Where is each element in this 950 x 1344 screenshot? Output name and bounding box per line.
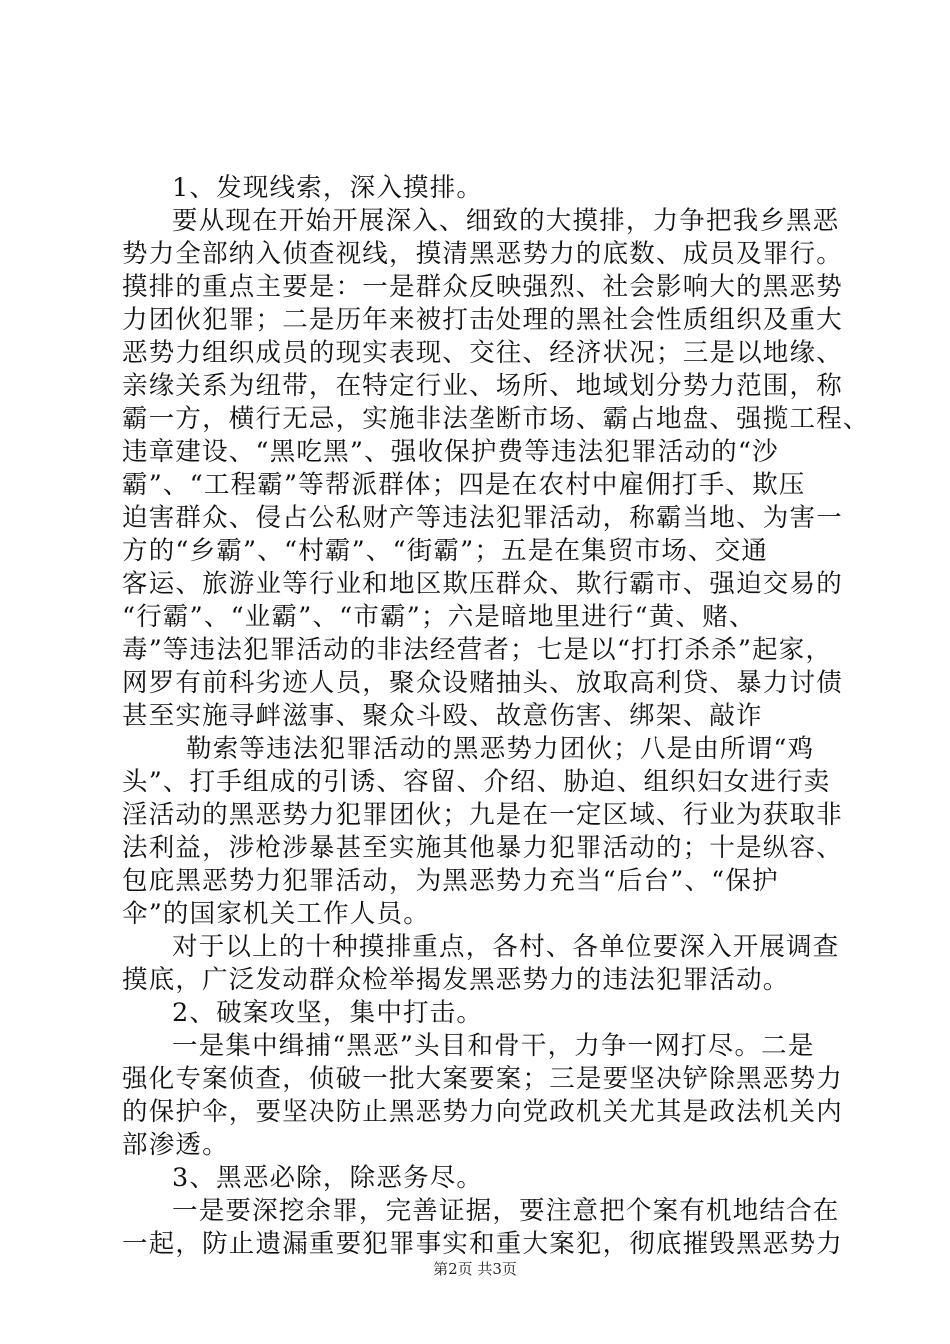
paragraph-line: 迫害群众、侵占公私财产等违法犯罪活动，称霸当地、为害一 [122, 503, 843, 533]
paragraph-line: 的保护伞，要坚决防止黑恶势力向党政机关尤其是政法机关内 [122, 1097, 843, 1127]
paragraph-line: 一起，防止遗漏重要犯罪事实和重大案犯，彻底摧毁黑恶势力 [122, 1229, 843, 1259]
heading-3: 3、黑恶必除，除恶务尽。 [172, 1163, 484, 1193]
heading-1: 1、发现线索，深入摸排。 [172, 173, 484, 203]
paragraph-line: 亲缘关系为纽带，在特定行业、场所、地域划分势力范围，称 [122, 371, 843, 401]
paragraph-line: 勒索等违法犯罪活动的黑恶势力团伙；八是由所谓“鸡 [186, 734, 815, 764]
paragraph-line: 一是要深挖余罪，完善证据，要注意把个案有机地结合在 [172, 1196, 840, 1226]
paragraph-line: 违章建设、“黑吃黑”、强收保护费等违法犯罪活动的“沙 [122, 437, 779, 467]
paragraph-line: 包庇黑恶势力犯罪活动，为黑恶势力充当“后台”、“保护 [122, 866, 779, 896]
paragraph-line: 霸一方，横行无忌，实施非法垄断市场、霸占地盘、强揽工程、 [122, 404, 870, 434]
heading-2: 2、破案攻坚，集中打击。 [172, 998, 484, 1028]
paragraph-line: 网罗有前科劣迹人员，聚众设赌抽头、放取高利贷、暴力讨债 [122, 668, 843, 698]
page-number-footer: 第2页 共3页 [433, 1260, 517, 1278]
paragraph-line: 一是集中缉捕“黑恶”头目和骨干，力争一网打尽。二是 [172, 1031, 815, 1061]
paragraph-line: 甚至实施寻衅滋事、聚众斗殴、故意伤害、绑架、敲诈 [122, 701, 763, 731]
paragraph-line: 摸排的重点主要是：一是群众反映强烈、社会影响大的黑恶势 [122, 272, 843, 302]
paragraph-line: 头”、打手组成的引诱、容留、介绍、胁迫、组织妇女进行卖 [122, 767, 831, 797]
paragraph-line: 恶势力组织成员的现实表现、交往、经济状况；三是以地缘、 [122, 338, 843, 368]
paragraph-line: 部渗透。 [122, 1130, 229, 1160]
paragraph-line: 摸底，广泛发动群众检举揭发黑恶势力的违法犯罪活动。 [122, 965, 790, 995]
paragraph-line: 力团伙犯罪；二是历年来被打击处理的黑社会性质组织及重大 [122, 305, 843, 335]
paragraph-line: 势力全部纳入侦查视线，摸清黑恶势力的底数、成员及罪行。 [122, 239, 843, 269]
paragraph-line: 伞”的国家机关工作人员。 [122, 899, 430, 929]
paragraph-line: 方的“乡霸”、“村霸”、“街霸”；五是在集贸市场、交通 [122, 536, 769, 566]
paragraph-line: 要从现在开始开展深入、细致的大摸排，力争把我乡黑恶 [172, 206, 840, 236]
paragraph-line: 法利益，涉枪涉暴甚至实施其他暴力犯罪活动的；十是纵容、 [122, 833, 843, 863]
paragraph-line: “行霸”、“业霸”、“市霸”；六是暗地里进行“黄、赌、 [122, 602, 756, 632]
paragraph-line: 霸”、“工程霸”等帮派群体；四是在农村中雇佣打手、欺压 [122, 470, 806, 500]
paragraph-line: 强化专案侦查，侦破一批大案要案；三是要坚决铲除黑恶势力 [122, 1064, 843, 1094]
paragraph-line: 客运、旅游业等行业和地区欺压群众、欺行霸市、强迫交易的 [122, 569, 843, 599]
paragraph-line: 毒”等违法犯罪活动的非法经营者；七是以“打打杀杀”起家， [122, 635, 833, 665]
paragraph-line: 淫活动的黑恶势力犯罪团伙；九是在一定区域、行业为获取非 [122, 800, 843, 830]
paragraph-line: 对于以上的十种摸排重点，各村、各单位要深入开展调查 [172, 932, 840, 962]
